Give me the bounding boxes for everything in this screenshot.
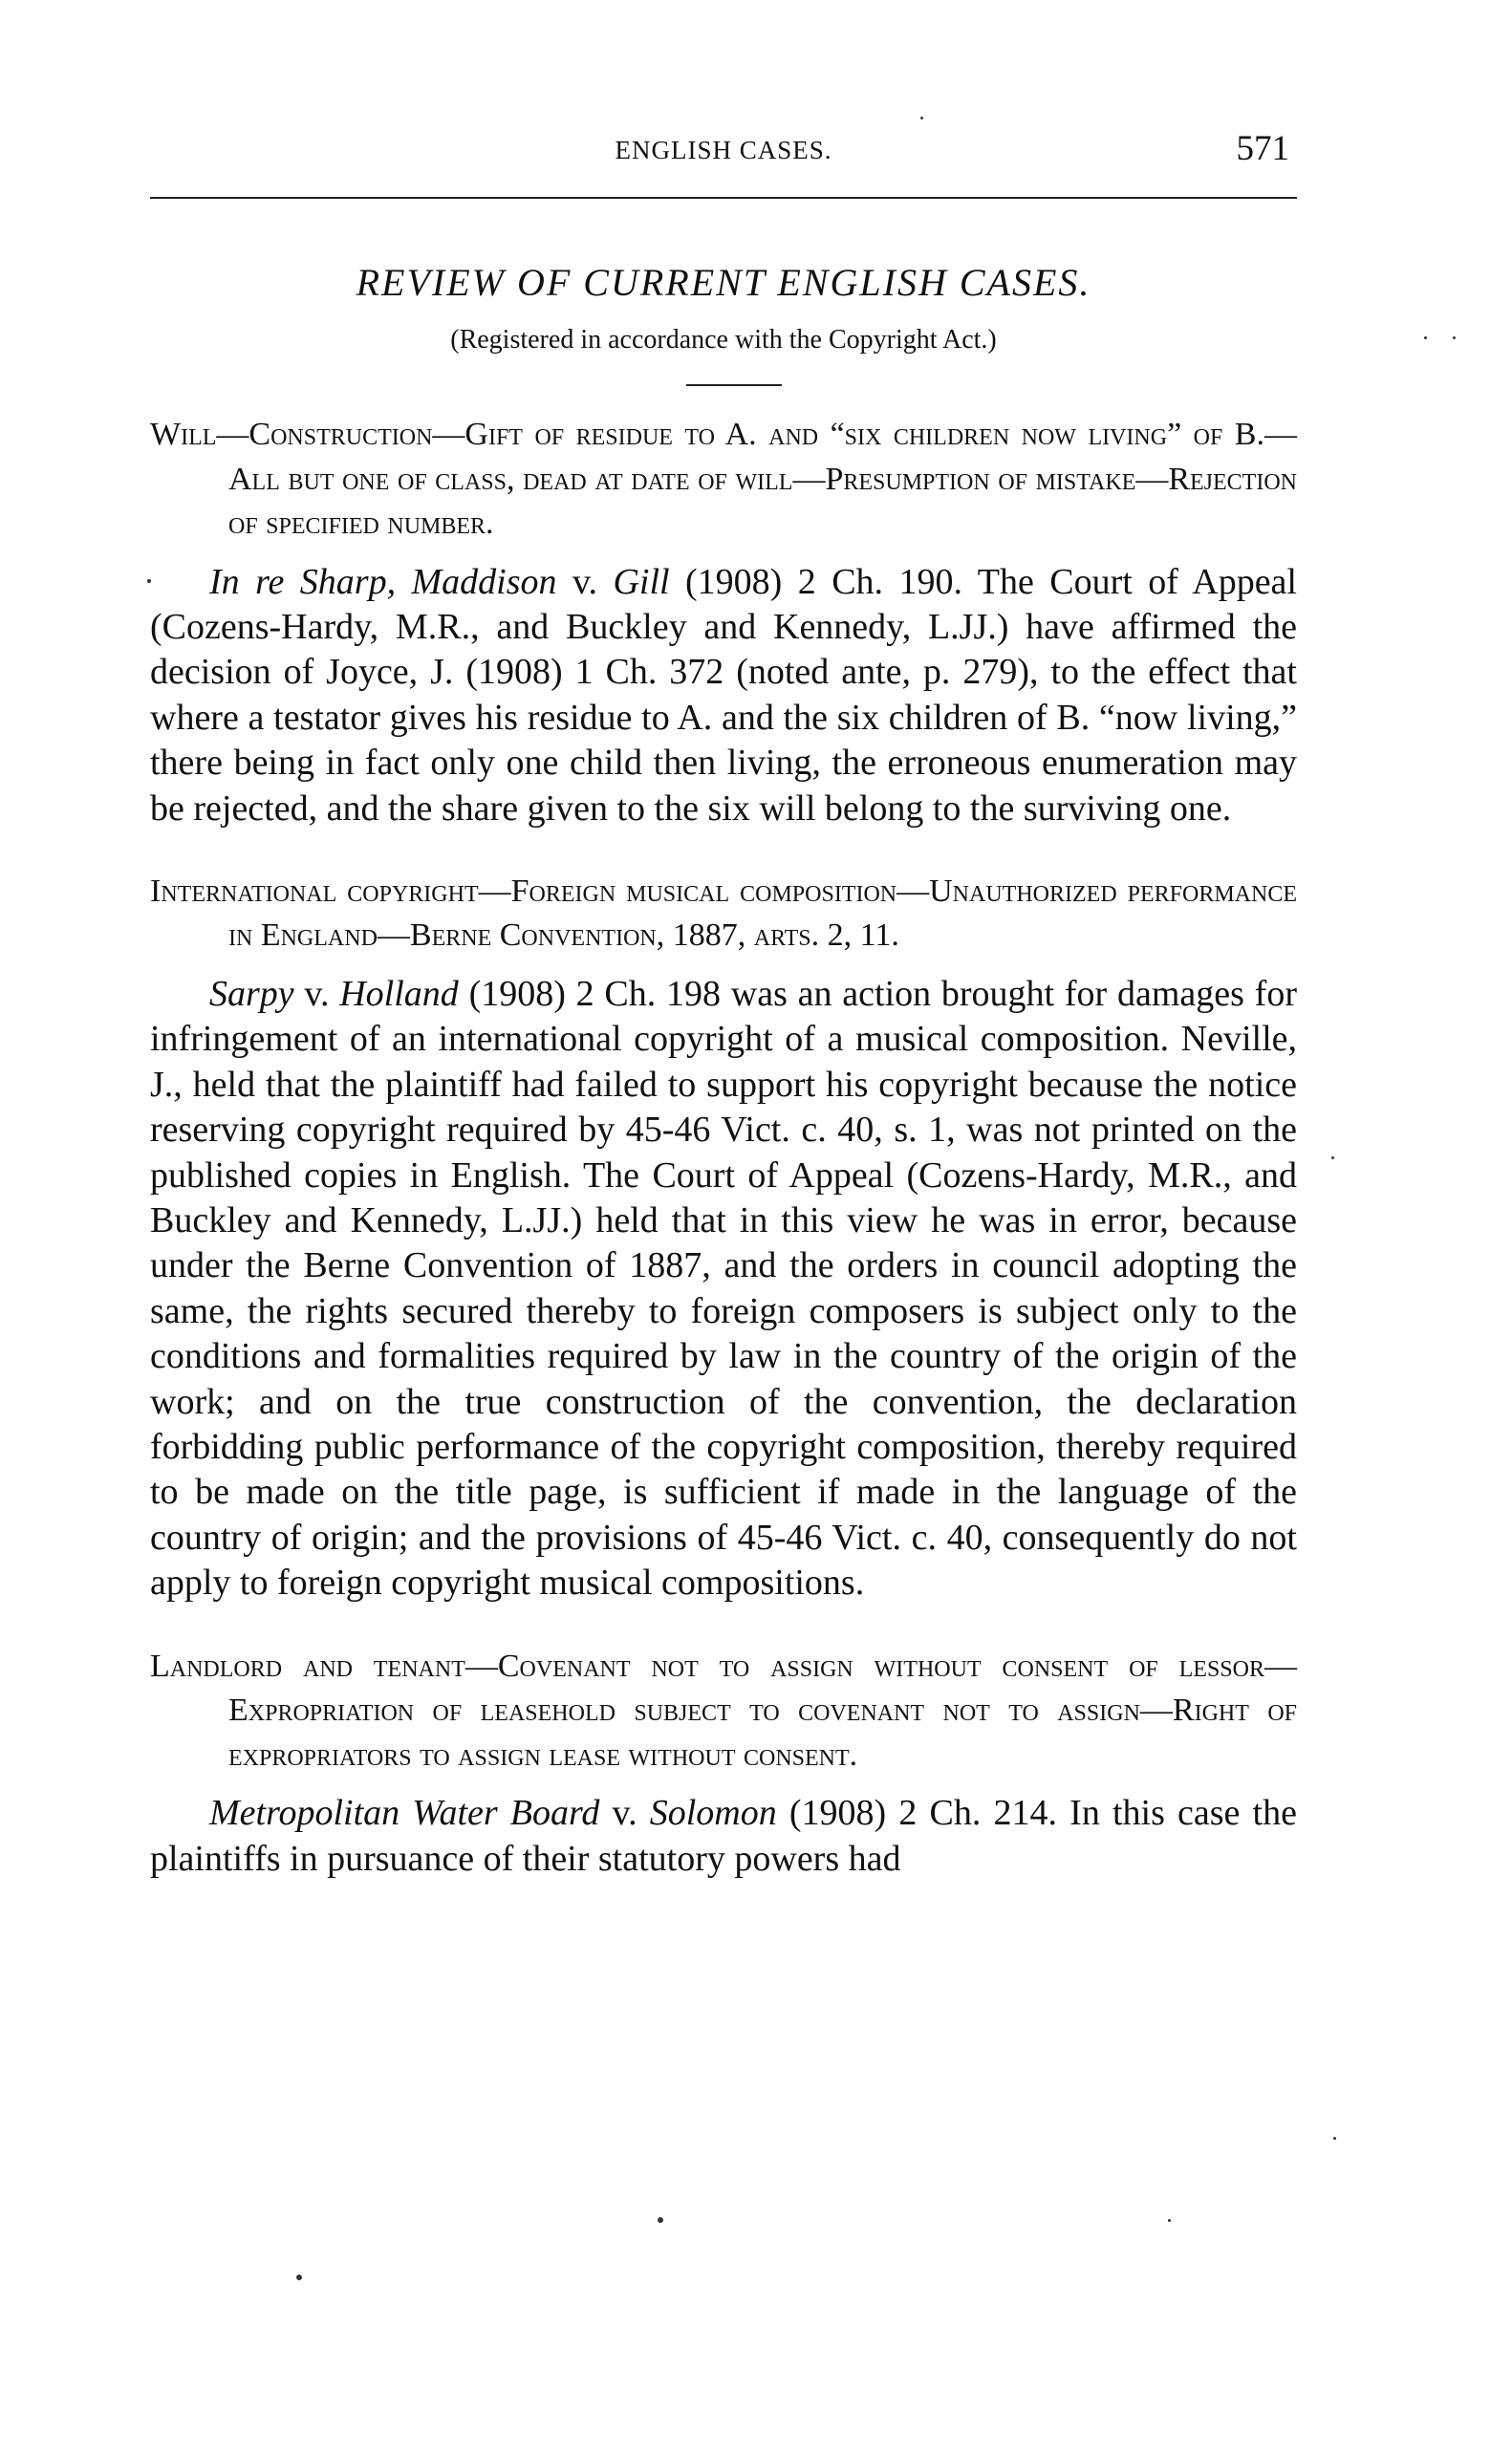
page-number: 571 — [1236, 129, 1289, 168]
header-rule — [150, 197, 1297, 199]
page-title: REVIEW OF CURRENT ENGLISH CASES. — [356, 261, 1091, 304]
case-party-1: In re Sharp, Maddison — [209, 561, 557, 602]
case-body: (1908) 2 Ch. 190. The Court of Appeal (Cozens-Hardy, M.R., and Buckley and Kennedy, L.JJ.) have affirmed the decision of Joyce, J. (1908) 1 Ch. 372 (noted ante, p. 279), to the effect that where a testator gives his residue to A. and the six children of B. “now living,” there being in fact only one child then living, the erroneous enumeration may be rejected, and the share given to the six will belong to the surviving one. — [150, 561, 1297, 829]
case-paragraph — [150, 560, 1297, 831]
case-versus: v. — [556, 561, 614, 602]
case-body: (1908) 2 Ch. 214. In this case the plaintiffs in pursuance of their statutory powers had — [150, 1793, 1297, 1879]
case-heading: Landlord and tenant—Covenant not to assign without consent of lessor—Expropriation of leasehold subject to covenant not to assign—Right of expropriators to assign lease without consent. — [150, 1648, 1297, 1773]
case-heading: International copyright—Foreign musical composition—Unauthorized performance in England—Berne Convention, 1887, arts. 2, 11. — [150, 873, 1297, 954]
article-body — [150, 413, 1297, 1920]
case-section-will — [150, 413, 1297, 831]
case-party-1: Metropolitan Water Board — [209, 1793, 600, 1834]
case-party-1: Sarpy — [209, 973, 294, 1014]
case-section-copyright — [150, 870, 1297, 1607]
case-party-2: Holland — [339, 973, 459, 1014]
running-head — [150, 129, 1297, 170]
case-paragraph — [150, 1791, 1297, 1882]
running-title: ENGLISH CASES. — [615, 136, 832, 164]
case-body: (1908) 2 Ch. 198 was an action brought for damages for infringement of an international copyright of a musical composition. Neville, J., held that the plaintiff had failed to support his copyright because the notice reserving copyright required by 45-46 Vict. c. 40, s. 1, was not printed on the published copies in English. The Court of Appeal (Cozens-Hardy, M.R., and Buckley and Kennedy, L.JJ.) held that in this view he was in error, because under the Berne Convention of 1887, and the orders in council adopting the same, the rights secured thereby to foreign composers is subject only to the conditions and formalities required by law in the country of the origin of the work; and on the true construction of the convention, the declaration forbidding public performance of the copyright composition, thereby required to be made on the title page, is sufficient if made in the language of the country of origin; and the provisions of 45-46 Vict. c. 40, consequently do not apply to foreign copyright musical compositions. — [150, 973, 1297, 1604]
case-party-2: Gill — [613, 561, 670, 602]
case-section-landlord — [150, 1645, 1297, 1882]
case-party-2: Solomon — [649, 1793, 777, 1834]
case-versus: v. — [293, 973, 340, 1014]
case-heading: Will—Construction—Gift of residue to A. and “six children now living” of B.—All but one of class, dead at date of will—Presumption of mistake—Rejection of specified number. — [150, 417, 1297, 541]
case-versus: v. — [599, 1793, 650, 1834]
case-paragraph — [150, 972, 1297, 1607]
page-subtitle: (Registered in accordance with the Copyright Act.) — [450, 325, 997, 355]
title-rule — [686, 384, 782, 386]
